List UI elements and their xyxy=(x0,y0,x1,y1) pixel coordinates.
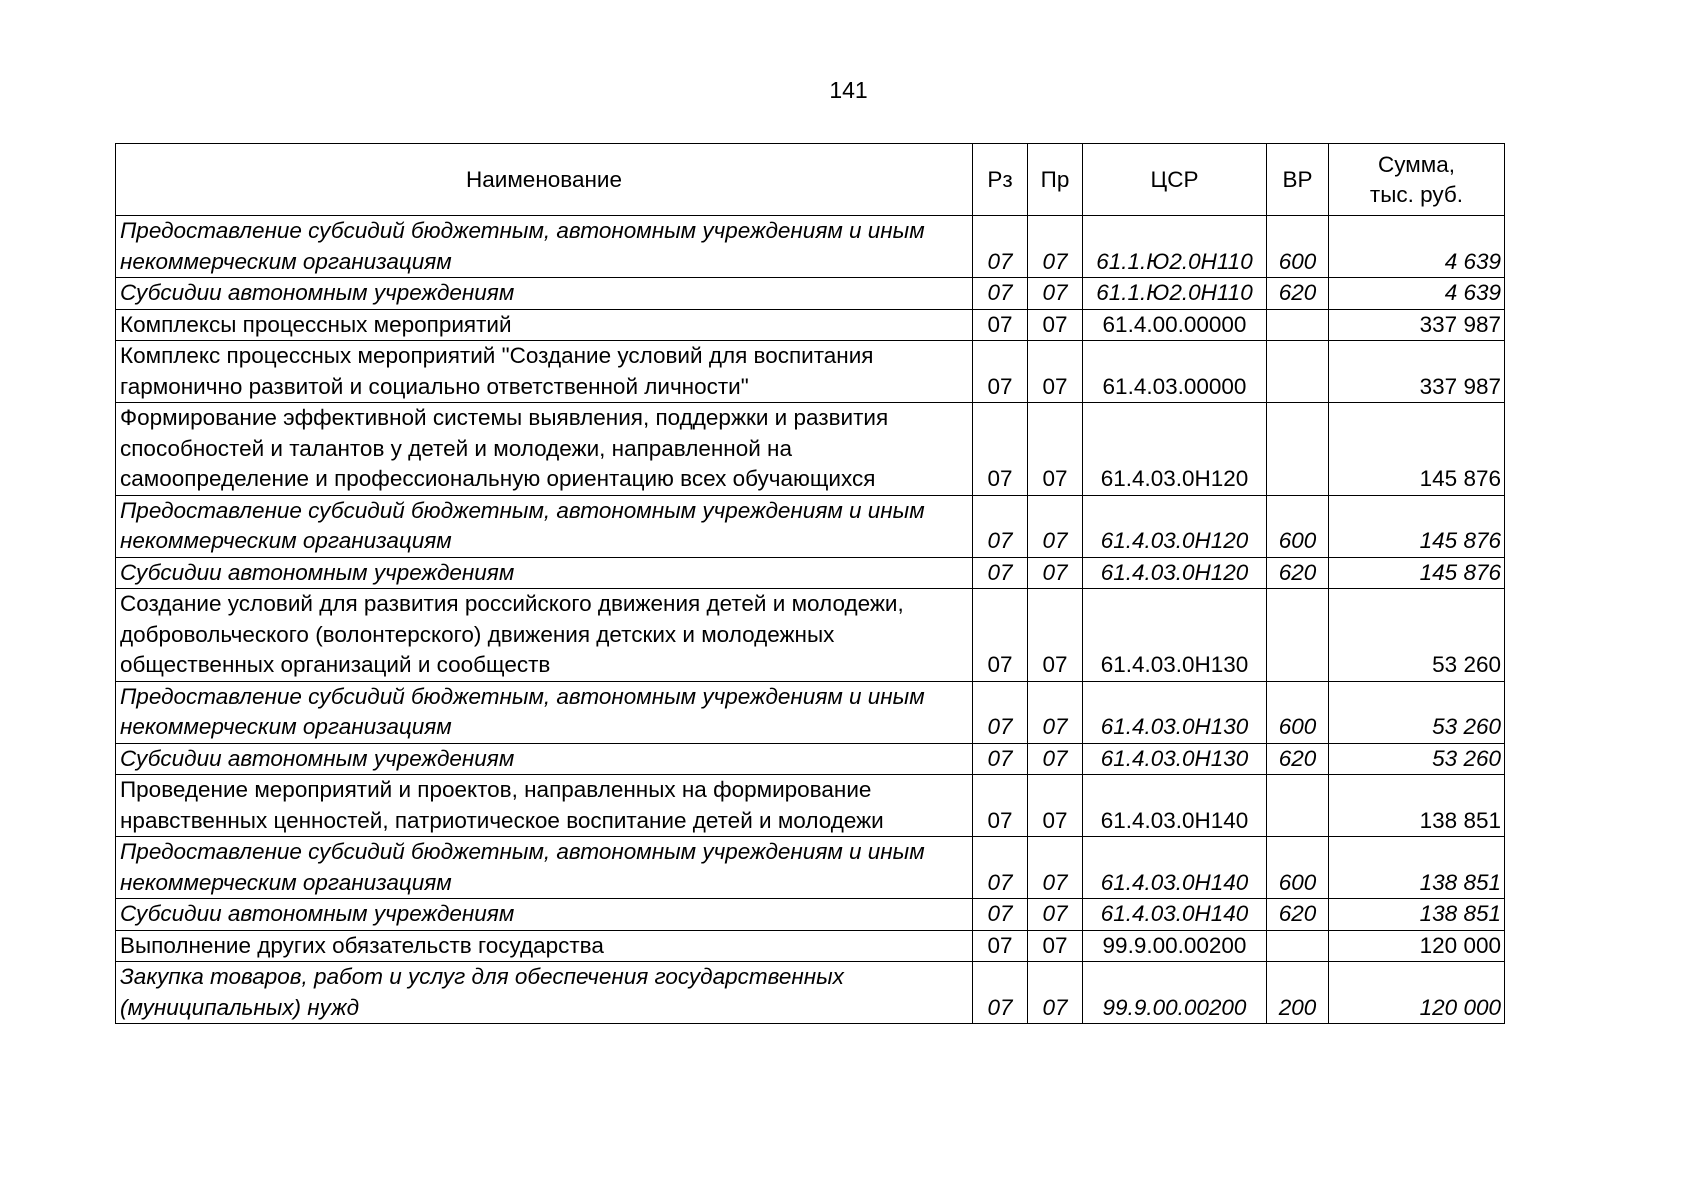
cell-pr: 07 xyxy=(1028,341,1083,403)
cell-name: Проведение мероприятий и проектов, направленных на формирование нравственных ценностей, патриотическое воспитание детей и молодежи xyxy=(116,775,973,837)
header-name: Наименование xyxy=(116,144,973,216)
cell-csr: 61.4.03.0Н120 xyxy=(1083,403,1267,496)
cell-rz: 07 xyxy=(973,309,1028,341)
cell-name: Предоставление субсидий бюджетным, автономным учреждениям и иным некоммерческим организациям xyxy=(116,837,973,899)
cell-csr: 99.9.00.00200 xyxy=(1083,930,1267,962)
cell-pr: 07 xyxy=(1028,216,1083,278)
cell-csr: 61.4.03.0Н140 xyxy=(1083,899,1267,931)
cell-name: Формирование эффективной системы выявления, поддержки и развития способностей и талантов у детей и молодежи, направленной на самоопределение и профессиональную ориентацию всех обучающихся xyxy=(116,403,973,496)
cell-pr: 07 xyxy=(1028,495,1083,557)
table-row xyxy=(116,309,1505,341)
header-csr: ЦСР xyxy=(1083,144,1267,216)
cell-pr: 07 xyxy=(1028,743,1083,775)
cell-rz: 07 xyxy=(973,962,1028,1024)
cell-pr: 07 xyxy=(1028,681,1083,743)
table-row xyxy=(116,775,1505,837)
cell-vr xyxy=(1267,930,1329,962)
cell-sum: 120 000 xyxy=(1329,962,1505,1024)
cell-name: Выполнение других обязательств государства xyxy=(116,930,973,962)
cell-name: Закупка товаров, работ и услуг для обеспечения государственных (муниципальных) нужд xyxy=(116,962,973,1024)
cell-sum: 53 260 xyxy=(1329,681,1505,743)
cell-name: Предоставление субсидий бюджетным, автономным учреждениям и иным некоммерческим организациям xyxy=(116,681,973,743)
cell-sum: 53 260 xyxy=(1329,589,1505,682)
cell-vr: 600 xyxy=(1267,681,1329,743)
cell-name: Комплекс процессных мероприятий "Создание условий для воспитания гармонично развитой и социально ответственной личности" xyxy=(116,341,973,403)
table-row xyxy=(116,743,1505,775)
cell-rz: 07 xyxy=(973,930,1028,962)
table-row xyxy=(116,930,1505,962)
cell-rz: 07 xyxy=(973,681,1028,743)
cell-vr: 620 xyxy=(1267,278,1329,310)
cell-vr xyxy=(1267,775,1329,837)
cell-vr xyxy=(1267,589,1329,682)
header-sum-line2: тыс. руб. xyxy=(1369,181,1464,207)
table-row xyxy=(116,837,1505,899)
cell-vr: 620 xyxy=(1267,899,1329,931)
cell-rz: 07 xyxy=(973,403,1028,496)
cell-sum: 4 639 xyxy=(1329,278,1505,310)
cell-name: Комплексы процессных мероприятий xyxy=(116,309,973,341)
cell-csr: 61.4.03.0Н130 xyxy=(1083,743,1267,775)
cell-vr xyxy=(1267,341,1329,403)
cell-pr: 07 xyxy=(1028,930,1083,962)
cell-sum: 337 987 xyxy=(1329,341,1505,403)
cell-csr: 99.9.00.00200 xyxy=(1083,962,1267,1024)
cell-vr: 620 xyxy=(1267,743,1329,775)
cell-name: Субсидии автономным учреждениям xyxy=(116,743,973,775)
cell-sum: 138 851 xyxy=(1329,899,1505,931)
cell-vr: 600 xyxy=(1267,837,1329,899)
cell-csr: 61.1.Ю2.0Н110 xyxy=(1083,216,1267,278)
cell-pr: 07 xyxy=(1028,557,1083,589)
cell-name: Субсидии автономным учреждениям xyxy=(116,278,973,310)
cell-sum: 53 260 xyxy=(1329,743,1505,775)
cell-vr: 600 xyxy=(1267,495,1329,557)
header-row xyxy=(116,144,1505,216)
cell-rz: 07 xyxy=(973,589,1028,682)
table-row xyxy=(116,216,1505,278)
header-pr: Пр xyxy=(1028,144,1083,216)
cell-sum: 120 000 xyxy=(1329,930,1505,962)
cell-rz: 07 xyxy=(973,495,1028,557)
table-row xyxy=(116,899,1505,931)
cell-vr: 200 xyxy=(1267,962,1329,1024)
table-row xyxy=(116,403,1505,496)
cell-csr: 61.4.03.0Н140 xyxy=(1083,775,1267,837)
cell-name: Субсидии автономным учреждениям xyxy=(116,899,973,931)
table-row xyxy=(116,589,1505,682)
cell-sum: 145 876 xyxy=(1329,403,1505,496)
cell-sum: 4 639 xyxy=(1329,216,1505,278)
table-row xyxy=(116,341,1505,403)
table-row xyxy=(116,557,1505,589)
cell-rz: 07 xyxy=(973,278,1028,310)
cell-vr xyxy=(1267,403,1329,496)
cell-rz: 07 xyxy=(973,216,1028,278)
cell-csr: 61.4.00.00000 xyxy=(1083,309,1267,341)
cell-vr: 600 xyxy=(1267,216,1329,278)
table-row xyxy=(116,962,1505,1024)
header-vr: ВР xyxy=(1267,144,1329,216)
budget-table xyxy=(115,143,1505,1024)
cell-pr: 07 xyxy=(1028,309,1083,341)
header-rz: Рз xyxy=(973,144,1028,216)
cell-csr: 61.4.03.0Н120 xyxy=(1083,557,1267,589)
cell-csr: 61.4.03.0Н130 xyxy=(1083,589,1267,682)
cell-csr: 61.4.03.0Н130 xyxy=(1083,681,1267,743)
table-row xyxy=(116,681,1505,743)
page-number: 141 xyxy=(829,77,868,103)
cell-name: Создание условий для развития российского движения детей и молодежи, добровольческого (волонтерского) движения детских и молодежных общественных организаций и сообществ xyxy=(116,589,973,682)
cell-pr: 07 xyxy=(1028,962,1083,1024)
cell-pr: 07 xyxy=(1028,403,1083,496)
cell-rz: 07 xyxy=(973,557,1028,589)
cell-rz: 07 xyxy=(973,837,1028,899)
cell-csr: 61.1.Ю2.0Н110 xyxy=(1083,278,1267,310)
cell-name: Субсидии автономным учреждениям xyxy=(116,557,973,589)
cell-name: Предоставление субсидий бюджетным, автономным учреждениям и иным некоммерческим организациям xyxy=(116,495,973,557)
cell-csr: 61.4.03.00000 xyxy=(1083,341,1267,403)
cell-rz: 07 xyxy=(973,341,1028,403)
cell-csr: 61.4.03.0Н140 xyxy=(1083,837,1267,899)
header-sum-line1: Сумма, xyxy=(1378,151,1455,177)
cell-pr: 07 xyxy=(1028,775,1083,837)
cell-sum: 337 987 xyxy=(1329,309,1505,341)
table-row xyxy=(116,278,1505,310)
cell-pr: 07 xyxy=(1028,837,1083,899)
cell-sum: 145 876 xyxy=(1329,557,1505,589)
cell-sum: 138 851 xyxy=(1329,837,1505,899)
cell-vr xyxy=(1267,309,1329,341)
table-body xyxy=(116,216,1505,1024)
cell-rz: 07 xyxy=(973,899,1028,931)
cell-sum: 138 851 xyxy=(1329,775,1505,837)
table-row xyxy=(116,495,1505,557)
cell-rz: 07 xyxy=(973,775,1028,837)
cell-rz: 07 xyxy=(973,743,1028,775)
cell-csr: 61.4.03.0Н120 xyxy=(1083,495,1267,557)
cell-sum: 145 876 xyxy=(1329,495,1505,557)
cell-pr: 07 xyxy=(1028,899,1083,931)
cell-pr: 07 xyxy=(1028,589,1083,682)
cell-vr: 620 xyxy=(1267,557,1329,589)
cell-pr: 07 xyxy=(1028,278,1083,310)
cell-name: Предоставление субсидий бюджетным, автономным учреждениям и иным некоммерческим организациям xyxy=(116,216,973,278)
header-sum xyxy=(1329,144,1505,216)
